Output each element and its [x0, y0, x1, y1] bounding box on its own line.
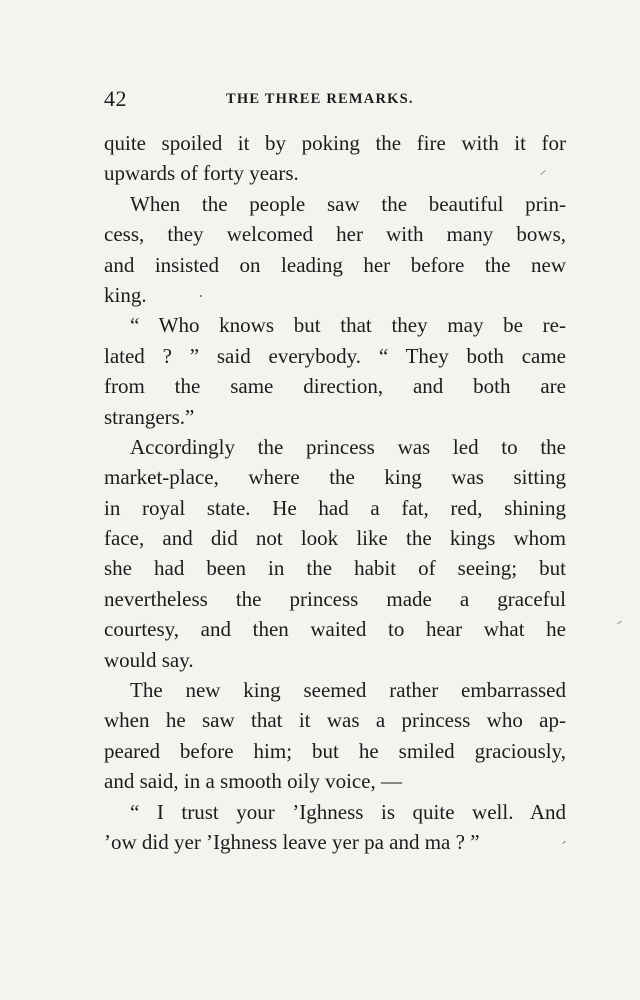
- text-line: in royal state. He had a fat, red, shining: [104, 495, 566, 520]
- page-header: [104, 86, 566, 116]
- text-line: When the people saw the beautiful prin-: [130, 191, 566, 216]
- text-line: nevertheless the princess made a graceful: [104, 586, 566, 611]
- text-line: strangers.”: [104, 404, 195, 429]
- text-line: king.: [104, 282, 147, 307]
- text-line: ’ow did yer ’Ighness leave yer pa and ma ? ”: [104, 829, 480, 854]
- text-line: she had been in the habit of seeing; but: [104, 556, 566, 581]
- text-line: would say.: [104, 647, 194, 672]
- text-line: when he saw that it was a princess who ap-: [104, 708, 566, 733]
- text-line: “ I trust your ’Ighness is quite well. And: [130, 799, 566, 824]
- running-head: THE THREE REMARKS.: [226, 91, 414, 107]
- text-line: Accordingly the princess was led to the: [130, 434, 566, 459]
- text-line: market-place, where the king was sitting: [104, 465, 566, 490]
- page-number: 42: [104, 86, 127, 111]
- ink-speck: [617, 621, 622, 624]
- text-line: “ Who knows but that they may be re-: [130, 313, 566, 338]
- text-line: peared before him; but he smiled graciously,: [104, 738, 566, 763]
- text-line: from the same direction, and both are: [104, 374, 566, 399]
- text-line: cess, they welcomed her with many bows,: [104, 222, 566, 247]
- text-line: and insisted on leading her before the new: [104, 252, 566, 277]
- ink-speck: [200, 295, 202, 297]
- text-line: courtesy, and then waited to hear what he: [104, 617, 566, 642]
- text-line: face, and did not look like the kings whom: [104, 526, 566, 551]
- text-line: quite spoiled it by poking the fire with it for: [104, 131, 566, 155]
- text-line: lated ? ” said everybody. “ They both came: [104, 343, 566, 368]
- text-line: and said, in a smooth oily voice, —: [104, 769, 403, 794]
- body-text: [104, 128, 566, 857]
- text-line: upwards of forty years.: [104, 161, 299, 186]
- text-line: The new king seemed rather embarrassed: [130, 678, 566, 703]
